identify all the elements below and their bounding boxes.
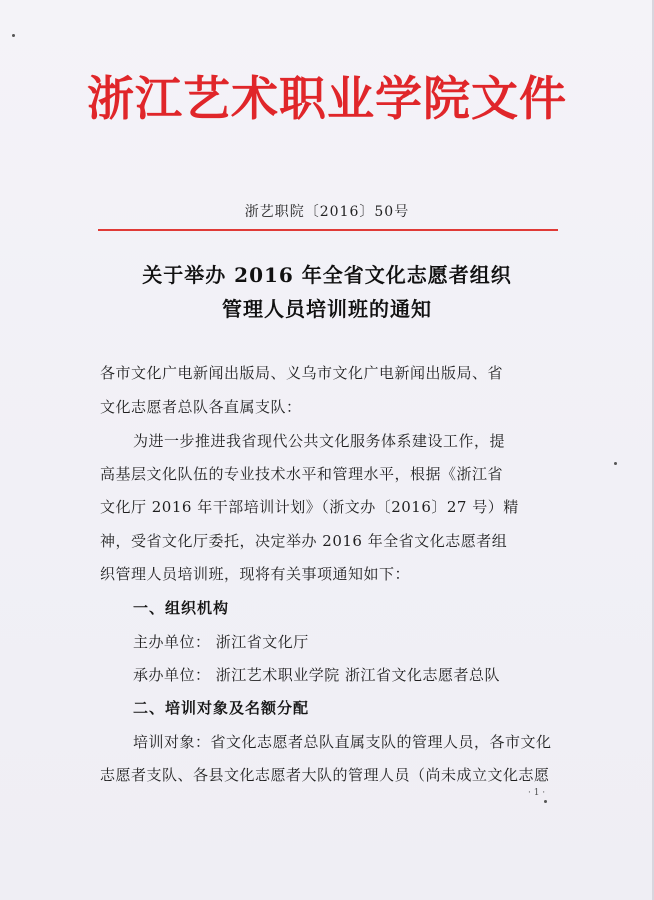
section-1-heading: 一、组织机构 bbox=[133, 599, 230, 617]
subject-line-2: 管理人员培训班的通知 bbox=[222, 297, 432, 321]
recipients-line-1: 各市文化广电新闻出版局、义乌市文化广电新闻出版局、省 bbox=[100, 364, 504, 382]
subject-line-1: 关于举办 2016 年全省文化志愿者组织 bbox=[142, 263, 512, 287]
red-divider-line bbox=[98, 229, 558, 231]
training-target-line-2: 志愿者支队、各县文化志愿者大队的管理人员（尚未成立文化志愿 bbox=[100, 766, 550, 784]
section-2-heading: 二、培训对象及名额分配 bbox=[133, 699, 310, 717]
intro-line-3: 文化厅 2016 年干部培训计划》（浙文办〔2016〕27 号）精 bbox=[100, 498, 519, 516]
intro-line-1: 为进一步推进我省现代公共文化服务体系建设工作，提 bbox=[133, 432, 506, 450]
training-target-line-1: 培训对象：省文化志愿者总队直属支队的管理人员，各市文化 bbox=[133, 733, 552, 751]
punch-hole-mark bbox=[544, 800, 547, 803]
intro-line-5: 织管理人员培训班，现将有关事项通知如下： bbox=[100, 565, 411, 583]
punch-hole-mark bbox=[12, 34, 15, 37]
host-unit-line: 主办单位： 浙江省文化厅 bbox=[133, 633, 309, 651]
intro-line-4: 神，受省文化厅委托，决定举办 2016 年全省文化志愿者组 bbox=[100, 532, 508, 550]
recipients-line-2: 文化志愿者总队各直属支队： bbox=[100, 398, 302, 416]
document-header-title: 浙江艺术职业学院文件 bbox=[87, 72, 567, 127]
organizer-unit-line: 承办单位： 浙江艺术职业学院 浙江省文化志愿者总队 bbox=[133, 666, 501, 684]
punch-hole-mark bbox=[614, 462, 617, 465]
page-number: · 1 · bbox=[528, 788, 546, 798]
document-number: 浙艺职院〔2016〕50号 bbox=[244, 204, 410, 220]
intro-line-2: 高基层文化队伍的专业技术水平和管理水平，根据《浙江省 bbox=[100, 465, 504, 483]
